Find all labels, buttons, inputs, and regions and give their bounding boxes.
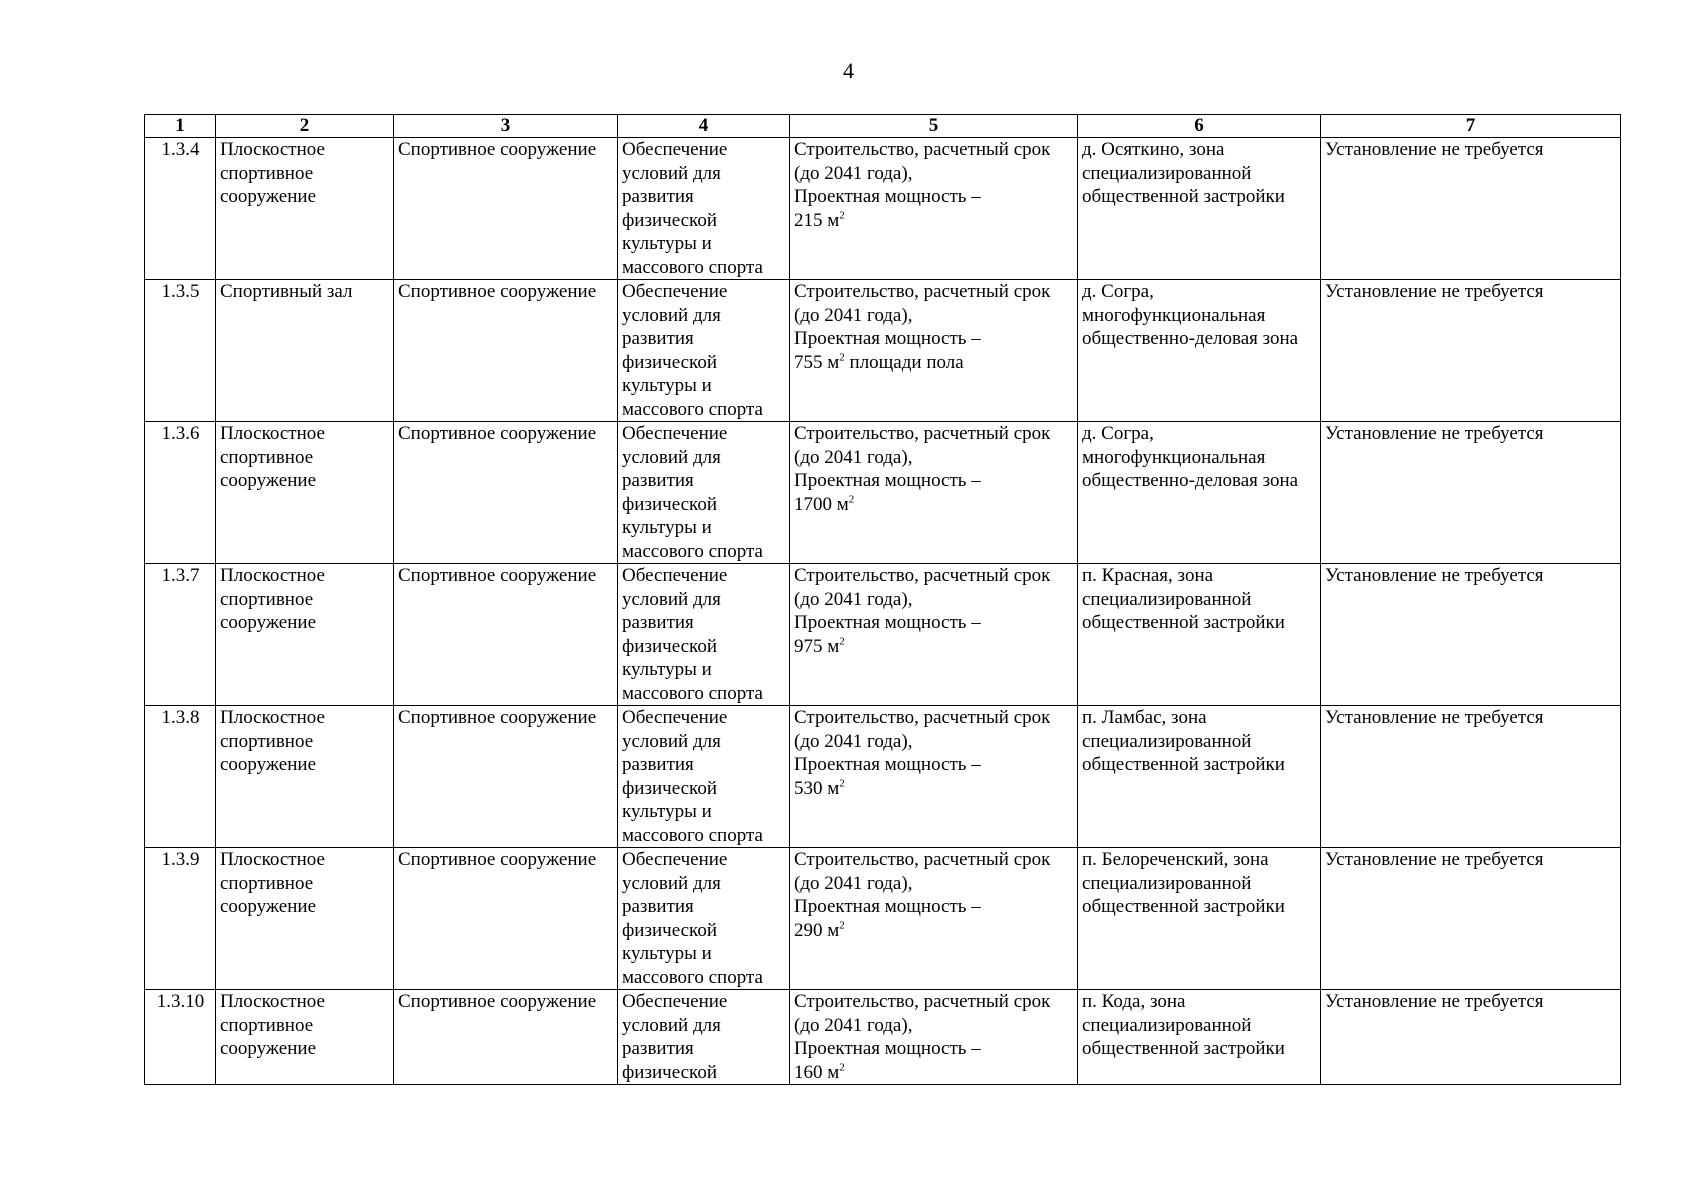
object-location: д. Осяткино, зона специализированной общественной застройки [1082,139,1285,207]
object-purpose: Обеспечение условий для развития физической культуры и массового спорта [622,707,763,846]
object-purpose: Обеспечение условий для развития физической культуры и массового спорта [622,281,763,420]
capacity-value: 1700 м [794,493,849,515]
characteristics-line-1: Строительство, расчетный срок [794,991,1051,1012]
characteristics-line-3: Проектная мощность – [794,754,981,775]
object-location-cell [1078,990,1321,1085]
capacity-line [794,635,1074,659]
object-type-cell [394,422,618,564]
row-number-cell [145,564,216,706]
object-name-cell [216,706,394,848]
object-type: Спортивное сооружение [398,423,597,444]
capacity-value: 290 м [794,919,840,941]
capacity-value: 530 м [794,777,840,799]
object-purpose-cell [618,990,790,1085]
object-name-cell [216,848,394,990]
capacity-unit-exponent: 2 [839,351,845,364]
column-header-7: 7 [1321,115,1621,138]
object-purpose-cell [618,848,790,990]
column-header-2: 2 [216,115,394,138]
object-location: д. Согра, многофункциональная общественно-деловая зона [1082,423,1299,491]
object-purpose: Обеспечение условий для развития физической культуры и массового спорта [622,565,763,704]
characteristics-line-2: (до 2041 года), [794,730,913,752]
row-number-cell [145,706,216,848]
characteristics-line-2: (до 2041 года), [794,304,913,326]
object-characteristics-cell [790,564,1078,706]
zone-cell [1321,848,1621,990]
table-row [145,280,1621,422]
object-type-cell [394,564,618,706]
zone-cell [1321,422,1621,564]
characteristics-line-1: Строительство, расчетный срок [794,423,1051,444]
capacity-unit-exponent: 2 [839,1061,845,1074]
object-type-cell [394,280,618,422]
object-purpose: Обеспечение условий для развития физической культуры и массового спорта [622,139,763,278]
capacity-suffix: площади пола [844,351,964,373]
table-row [145,422,1621,564]
table-row [145,138,1621,280]
object-purpose: Обеспечение условий для развития физической [622,991,728,1083]
characteristics-line-1: Строительство, расчетный срок [794,707,1051,728]
characteristics-line-2: (до 2041 года), [794,588,913,610]
capacity-line [794,351,1074,375]
characteristics-line-1: Строительство, расчетный срок [794,139,1051,160]
zone-requirement: Установление не требуется [1325,281,1544,302]
row-number: 1.3.6 [161,423,200,444]
object-location: д. Согра, многофункциональная общественно-деловая зона [1082,281,1299,349]
object-name-cell [216,138,394,280]
capacity-value: 975 м [794,635,840,657]
table-row [145,564,1621,706]
object-purpose: Обеспечение условий для развития физической культуры и массового спорта [622,423,763,562]
characteristics-line-1: Строительство, расчетный срок [794,281,1051,302]
capacity-value: 215 м [794,209,840,231]
capacity-unit-exponent: 2 [848,493,855,506]
object-name: Плоскостное спортивное сооружение [220,849,325,917]
object-location-cell [1078,706,1321,848]
object-purpose-cell [618,422,790,564]
object-type: Спортивное сооружение [398,707,597,728]
object-characteristics-cell [790,280,1078,422]
capacity-value: 160 м [794,1061,840,1083]
row-number: 1.3.7 [161,565,200,586]
row-number: 1.3.4 [161,139,200,160]
object-type: Спортивное сооружение [398,139,597,160]
object-location-cell [1078,138,1321,280]
page-number: 4 [843,58,854,83]
object-name: Плоскостное спортивное сооружение [220,139,325,207]
row-number-cell [145,990,216,1085]
characteristics-line-3: Проектная мощность – [794,470,981,491]
zone-requirement: Установление не требуется [1325,849,1544,870]
object-characteristics-cell [790,848,1078,990]
characteristics-line-3: Проектная мощность – [794,612,981,633]
row-number: 1.3.5 [161,281,200,302]
row-number: 1.3.8 [161,707,200,728]
object-location-cell [1078,848,1321,990]
characteristics-line-3: Проектная мощность – [794,896,981,917]
object-location: п. Красная, зона специализированной общественной застройки [1082,565,1285,633]
object-type-cell [394,138,618,280]
capacity-unit-exponent: 2 [839,919,845,932]
zone-requirement: Установление не требуется [1325,991,1544,1012]
object-type-cell [394,848,618,990]
object-location-cell [1078,422,1321,564]
capacity-line [794,777,1074,801]
capacity-unit-exponent: 2 [839,209,845,222]
table-body [145,138,1621,1085]
object-type: Спортивное сооружение [398,565,597,586]
object-name: Плоскостное спортивное сооружение [220,707,325,775]
object-type: Спортивное сооружение [398,281,597,302]
characteristics-line-2: (до 2041 года), [794,872,913,894]
object-name-cell [216,564,394,706]
table-row [145,706,1621,848]
row-number-cell [145,280,216,422]
table-row [145,848,1621,990]
capacity-unit-exponent: 2 [839,777,845,790]
zone-cell [1321,706,1621,848]
characteristics-line-3: Проектная мощность – [794,1038,981,1059]
row-number: 1.3.9 [161,849,200,870]
object-name: Плоскостное спортивное сооружение [220,423,325,491]
column-header-4: 4 [618,115,790,138]
object-name: Плоскостное спортивное сооружение [220,991,325,1059]
object-type: Спортивное сооружение [398,991,597,1012]
object-name-cell [216,990,394,1085]
column-header-3: 3 [394,115,618,138]
object-purpose-cell [618,138,790,280]
object-location: п. Белореченский, зона специализированной общественной застройки [1082,849,1285,917]
characteristics-line-2: (до 2041 года), [794,1014,913,1036]
characteristics-line-1: Строительство, расчетный срок [794,849,1051,870]
zone-requirement: Установление не требуется [1325,139,1544,160]
object-type: Спортивное сооружение [398,849,597,870]
table-row [145,990,1621,1085]
object-name: Плоскостное спортивное сооружение [220,565,325,633]
capacity-unit-exponent: 2 [839,635,845,648]
column-header-1: 1 [145,115,216,138]
row-number: 1.3.10 [156,991,205,1012]
characteristics-line-3: Проектная мощность – [794,186,981,207]
object-purpose-cell [618,564,790,706]
object-location-cell [1078,280,1321,422]
zone-cell [1321,990,1621,1085]
object-characteristics-cell [790,138,1078,280]
zone-requirement: Установление не требуется [1325,423,1544,444]
object-characteristics-cell [790,706,1078,848]
object-characteristics-cell [790,422,1078,564]
zone-requirement: Установление не требуется [1325,565,1544,586]
object-location: п. Ламбас, зона специализированной общественной застройки [1082,707,1285,775]
object-name-cell [216,280,394,422]
capacity-line [794,919,1074,943]
table-header-row [145,115,1621,138]
object-location: п. Кода, зона специализированной общественной застройки [1082,991,1285,1059]
capacity-line [794,1061,1074,1085]
zone-cell [1321,280,1621,422]
row-number-cell [145,848,216,990]
capacity-line [794,209,1074,233]
row-number-cell [145,422,216,564]
column-header-6: 6 [1078,115,1321,138]
object-purpose: Обеспечение условий для развития физической культуры и массового спорта [622,849,763,988]
object-name: Спортивный зал [220,281,353,302]
object-type-cell [394,706,618,848]
object-type-cell [394,990,618,1085]
object-purpose-cell [618,706,790,848]
object-characteristics-cell [790,990,1078,1085]
column-header-5: 5 [790,115,1078,138]
object-purpose-cell [618,280,790,422]
object-location-cell [1078,564,1321,706]
zone-requirement: Установление не требуется [1325,707,1544,728]
zone-cell [1321,564,1621,706]
characteristics-line-2: (до 2041 года), [794,162,913,184]
object-name-cell [216,422,394,564]
characteristics-line-3: Проектная мощность – [794,328,981,349]
planning-objects-table [144,114,1621,1085]
capacity-line [794,493,1074,517]
characteristics-line-2: (до 2041 года), [794,446,913,468]
capacity-value: 755 м [794,351,840,373]
characteristics-line-1: Строительство, расчетный срок [794,565,1051,586]
zone-cell [1321,138,1621,280]
row-number-cell [145,138,216,280]
